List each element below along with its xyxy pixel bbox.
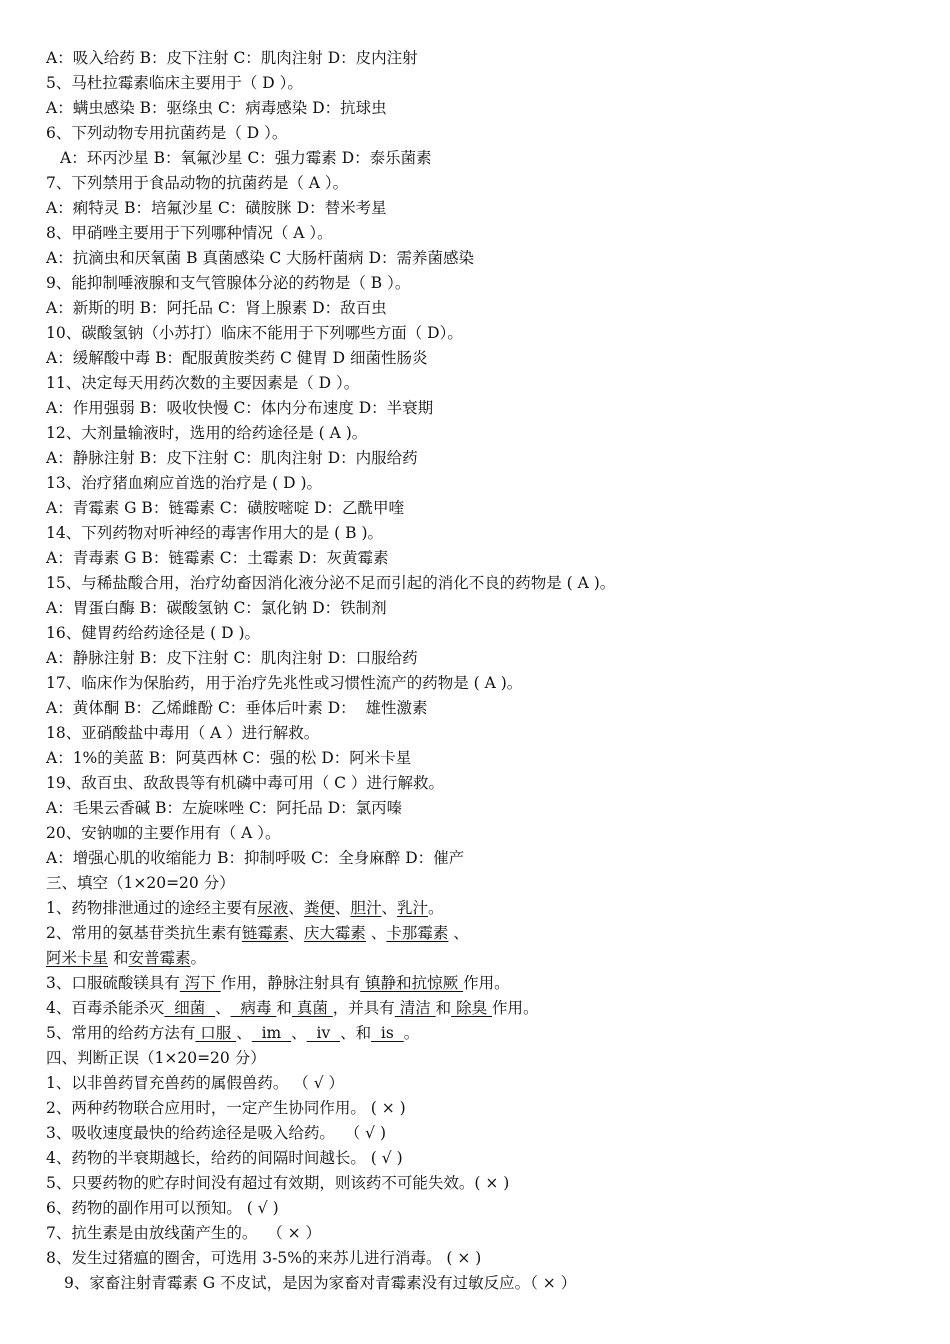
text-line: 5、马杜拉霉素临床主要用于（ D ）。 [46,74,303,92]
text-segment: 作用。 [463,974,510,992]
text-segment: 4、百毒杀能杀灭 [46,999,165,1017]
text-line [46,1021,926,1046]
text-segment: 作用，静脉注射具有 [220,974,361,992]
answer-blank: 清洁 [394,999,436,1017]
text-line [46,896,926,921]
text-line: 四、判断正误（1×20=20 分） [46,1049,266,1067]
text-line: A：吸入给药 B：皮下注射 C：肌肉注射 D：皮内注射 [46,49,418,67]
text-line: 7、抗生素是由放线菌产生的。 （ × ） [46,1224,322,1242]
text-line: 4、药物的半衰期越长，给药的间隔时间越长。 ( √ ) [46,1149,403,1167]
answer-blank: 庆大霉素 [303,924,366,942]
text-line: A：黄体酮 B：乙烯雌酚 C：垂体后叶素 D： 雄性激素 [46,699,428,717]
text-line: 19、敌百虫、敌敌畏等有机磷中毒可用（ C ）进行解救。 [46,774,444,792]
text-line: 5、只要药物的贮存时间没有超过有效期，则该药不可能失效。( × ) [46,1174,510,1192]
answer-blank: 链霉素 [241,924,289,942]
text-segment: 1、药物排泄通过的途经主要有 [46,899,258,917]
answer-blank: im [251,1024,292,1042]
text-segment: 。 [403,1024,420,1042]
text-line: 9、家畜注射青霉素 G 不皮试，是因为家畜对青霉素没有过敏反应。（ × ） [64,1274,577,1292]
text-line: 1、以非兽药冒充兽药的属假兽药。 （ √ ） [46,1074,345,1092]
answer-blank: iv [306,1024,341,1042]
text-line [46,996,926,1021]
text-segment: 。 [427,899,444,917]
text-line [46,946,926,971]
text-segment: 、 [365,924,387,942]
text-segment: 、 [215,999,231,1017]
text-segment: 、 [448,924,469,942]
text-segment: 、 [288,924,304,942]
text-line: 8、甲硝唑主要用于下列哪种情况（ A ）。 [46,224,333,242]
text-segment: 5、常用的给药方法有 [46,1024,196,1042]
text-line: A：青霉素 G B：链霉素 C：磺胺嘧啶 D：乙酰甲喹 [46,499,404,517]
text-segment: 、 [236,1024,252,1042]
text-line: 9、能抑制唾液腺和支气管腺体分泌的药物是（ B ）。 [46,274,411,292]
text-line [46,921,926,946]
text-line: A：静脉注射 B：皮下注射 C：肌肉注射 D：内服给药 [46,449,418,467]
text-line: 6、下列动物专用抗菌药是（ D ）。 [46,124,288,142]
answer-blank: 病毒 [230,999,277,1017]
text-line: A：螨虫感染 B：驱绦虫 C：病毒感染 D：抗球虫 [46,99,387,117]
text-line: 3、吸收速度最快的给药途径是吸入给药。 （ √ ) [46,1124,386,1142]
answer-blank: is [371,1024,404,1042]
answer-blank: 阿米卡星 [46,949,109,967]
answer-blank: 尿液 [257,899,289,917]
text-segment: 作用。 [492,999,539,1017]
answer-blank: 镇静和抗惊厥 [360,974,464,992]
text-line: A：作用强弱 B：吸收快慢 C：体内分布速度 D：半衰期 [46,399,434,417]
text-segment: 、 [291,1024,307,1042]
text-segment: 和 [108,949,129,967]
text-line [46,971,926,996]
text-segment: ，并具有 [332,999,395,1017]
answer-blank: 乳汁 [396,899,428,917]
document-page [46,46,926,1296]
text-line: 三、填空（1×20=20 分） [46,874,235,892]
text-line: 6、药物的副作用可以预知。 ( √ ) [46,1199,279,1217]
answer-blank: 泻下 [179,974,221,992]
text-line: A：胃蛋白酶 B：碳酸氢钠 C：氯化钠 D：铁制剂 [46,599,387,617]
text-line: 18、亚硝酸盐中毒用（ A ）进行解救。 [46,724,320,742]
answer-blank: 真菌 [291,999,333,1017]
answer-blank: 除臭 [451,999,493,1017]
answer-blank: 胆汁 [350,899,382,917]
answer-blank: 安普霉素 [128,949,191,967]
text-line: 13、治疗猪血痢应首选的治疗是 ( D )。 [46,474,323,492]
text-line: 20、安钠咖的主要作用有（ A ）。 [46,824,281,842]
text-line: A：抗滴虫和厌氧菌 B 真菌感染 C 大肠杆菌病 D：需养菌感染 [46,249,475,267]
text-line: 14、下列药物对听神经的毒害作用大的是 ( B )。 [46,524,383,542]
text-line: 2、两种药物联合应用时，一定产生协同作用。 ( × ) [46,1099,406,1117]
text-line: 10、碳酸氢钠（小苏打）临床不能用于下列哪些方面（ D）。 [46,324,463,342]
text-segment: 。 [190,949,206,967]
text-segment: 、 [334,899,351,917]
text-line: 16、健胃药给药途径是 ( D )。 [46,624,261,642]
text-segment: 、 [381,899,397,917]
text-line: A：静脉注射 B：皮下注射 C：肌肉注射 D：口服给药 [46,649,418,667]
text-line: 17、临床作为保胎药，用于治疗先兆性或习惯性流产的药物是 ( A )。 [46,674,523,692]
text-line: A：缓解酸中毒 B：配服黄胺类药 C 健胃 D 细菌性肠炎 [46,349,428,367]
text-line: A：环丙沙星 B：氧氟沙星 C：强力霉素 D：泰乐菌素 [60,149,432,167]
answer-blank: 卡那霉素 [386,924,449,942]
text-line: 8、发生过猪瘟的圈舍，可选用 3-5%的来苏儿进行消毒。 ( × ) [46,1249,482,1267]
text-line: 7、下列禁用于食品动物的抗菌药是（ A ）。 [46,174,349,192]
text-segment: 2、常用的氨基苷类抗生素有 [46,924,242,942]
text-line: 11、决定每天用药次数的主要因素是（ D ）。 [46,374,360,392]
answer-blank: 粪便 [303,899,335,917]
text-line: A：增强心肌的收缩能力 B：抑制呼吸 C：全身麻醉 D：催产 [46,849,465,867]
text-line: A：痢特灵 B：培氟沙星 C：磺胺脒 D：替米考星 [46,199,387,217]
text-segment: 和 [435,999,452,1017]
text-segment: 和 [276,999,292,1017]
text-line: 12、大剂量输液时，选用的给药途径是 ( A )。 [46,424,368,442]
answer-blank: 细菌 [164,999,216,1017]
text-segment: 、和 [340,1024,372,1042]
answer-blank: 口服 [195,1024,237,1042]
text-segment: 、 [288,899,304,917]
text-segment: 3、口服硫酸镁具有 [46,974,180,992]
text-line: A：新斯的明 B：阿托品 C：肾上腺素 D：敌百虫 [46,299,387,317]
text-line: A：青毒素 G B：链霉素 C：土霉素 D：灰黄霉素 [46,549,389,567]
text-line: 15、与稀盐酸合用，治疗幼畜因消化液分泌不足而引起的消化不良的药物是 ( A )。 [46,574,616,592]
text-line: A：1%的美蓝 B：阿莫西林 C：强的松 D：阿米卡星 [46,749,412,767]
text-line: A：毛果云香碱 B：左旋咪唑 C：阿托品 D：氯丙嗪 [46,799,403,817]
